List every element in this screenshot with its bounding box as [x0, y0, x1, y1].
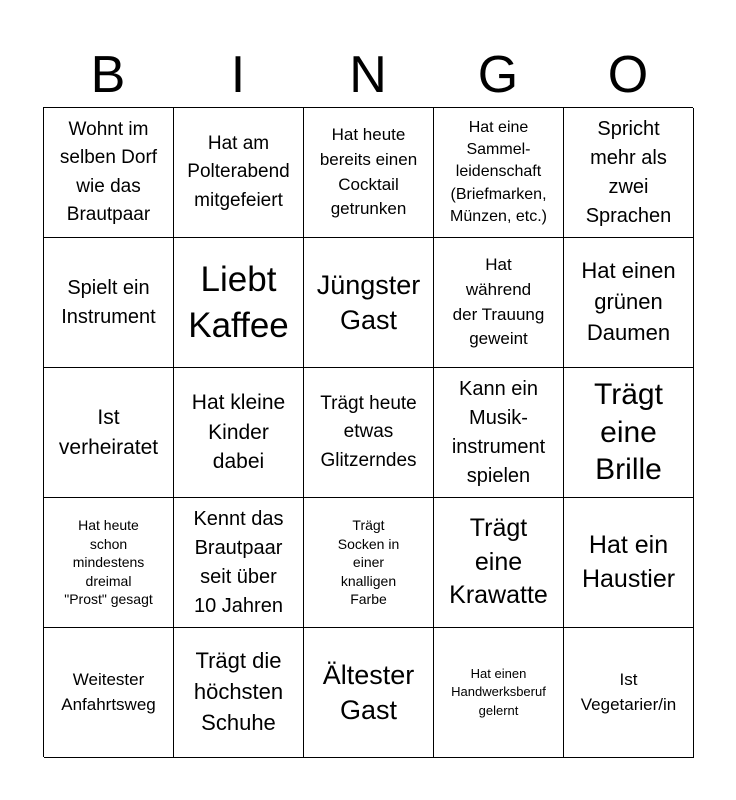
cell-text: Trägt eine Brille — [594, 378, 663, 487]
cell-text: Hat heute schon mindestens dreimal "Prost" gesagt — [64, 517, 153, 608]
cell-text: Hat kleine Kinder dabei — [191, 390, 286, 474]
cell-text: Hat einen grünen Daumen — [581, 258, 676, 345]
cell-text: Kann ein Musik- instrument spielen — [451, 377, 546, 487]
cell-text: Spricht mehr als zwei Sprachen — [585, 117, 672, 227]
bingo-cell[interactable] — [304, 368, 434, 498]
cell-text: Hat einen Handwerksberuf gelernt — [451, 666, 546, 718]
header-letter-g: G — [477, 46, 519, 104]
cell-text: Trägt Socken in einer knalligen Farbe — [337, 517, 400, 608]
cell-text: Jüngster Gast — [316, 269, 421, 335]
bingo-cell[interactable] — [304, 498, 434, 628]
cell-text: Ist Vegetarier/in — [580, 669, 677, 714]
bingo-cell[interactable] — [174, 628, 304, 758]
cell-text: Trägt die höchsten Schuhe — [193, 648, 284, 735]
cell-text: Spielt ein Instrument — [61, 276, 156, 328]
bingo-cell[interactable] — [564, 498, 694, 628]
bingo-cell[interactable] — [304, 108, 434, 238]
header-letter-b: B — [90, 46, 126, 104]
bingo-cell[interactable] — [174, 238, 304, 368]
bingo-grid — [43, 107, 693, 757]
cell-text: Kennt das Brautpaar seit über 10 Jahren — [193, 507, 284, 617]
bingo-cell[interactable] — [44, 368, 174, 498]
cell-text: Hat eine Sammel- leidenschaft (Briefmarken, Münzen, etc.) — [450, 118, 547, 226]
bingo-cell[interactable] — [434, 628, 564, 758]
bingo-cell[interactable] — [44, 628, 174, 758]
bingo-cell[interactable] — [434, 368, 564, 498]
bingo-cell[interactable] — [564, 238, 694, 368]
bingo-cell[interactable] — [44, 238, 174, 368]
bingo-cell[interactable] — [434, 498, 564, 628]
bingo-cell[interactable] — [174, 498, 304, 628]
header-letter-n: N — [349, 46, 387, 104]
cell-text: Ältester Gast — [322, 659, 415, 725]
bingo-cell[interactable] — [434, 238, 564, 368]
bingo-cell[interactable] — [564, 108, 694, 238]
header-letter-o: O — [607, 46, 649, 104]
header-letter-i: I — [230, 46, 246, 104]
bingo-cell[interactable] — [434, 108, 564, 238]
bingo-cell[interactable] — [174, 108, 304, 238]
bingo-cell[interactable] — [174, 368, 304, 498]
bingo-header — [43, 44, 693, 106]
cell-text: Hat während der Trauung geweint — [452, 255, 545, 349]
bingo-cell[interactable] — [564, 628, 694, 758]
bingo-cell[interactable] — [44, 108, 174, 238]
bingo-cell[interactable] — [304, 238, 434, 368]
cell-text: Trägt heute etwas Glitzerndes — [320, 392, 417, 471]
cell-text: Hat am Polterabend mitgefeiert — [187, 132, 290, 211]
cell-text: Liebt Kaffee — [188, 260, 289, 345]
cell-text: Hat ein Haustier — [581, 530, 676, 593]
cell-text: Trägt eine Krawatte — [449, 513, 548, 610]
cell-text: Weitester Anfahrtsweg — [61, 669, 156, 714]
cell-text: Wohnt im selben Dorf wie das Brautpaar — [59, 118, 158, 225]
bingo-cell[interactable] — [564, 368, 694, 498]
bingo-cell[interactable] — [304, 628, 434, 758]
cell-text: Ist verheiratet — [58, 405, 159, 459]
bingo-cell[interactable] — [44, 498, 174, 628]
cell-text: Hat heute bereits einen Cocktail getrunken — [319, 125, 418, 219]
